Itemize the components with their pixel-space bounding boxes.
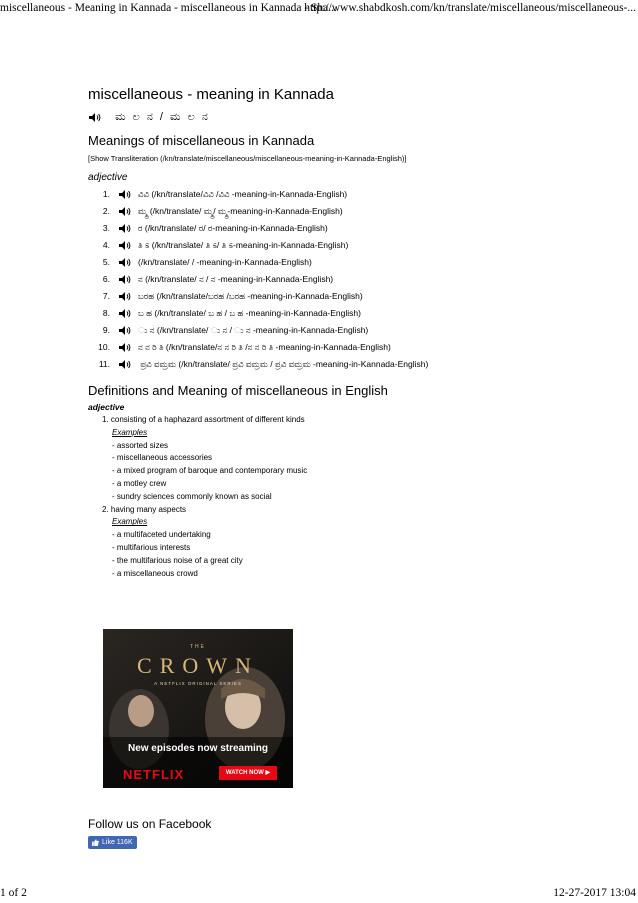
- speaker-icon[interactable]: [118, 325, 132, 336]
- speaker-icon[interactable]: [118, 189, 132, 200]
- example-line: - a multifaceted undertaking: [112, 530, 211, 540]
- meaning-link[interactable]: ನ (/kn/translate/ ನ / ನ -meaning-in-Kannada-English): [138, 274, 334, 284]
- meaning-link[interactable]: ಬ ಹ (/kn/translate/ ಬ ಹ / ಬ ಹ -meaning-in-Kannada-English): [138, 308, 361, 318]
- meaning-link[interactable]: ಮ್ಮ್ರ (/kn/translate/ ಮ್ಮ್ರ/ ಮ್ಮ್ರ-meaning-in-Kannada-English): [138, 206, 343, 216]
- example-line: - a miscellaneous crowd: [112, 568, 198, 578]
- follow-facebook-heading: Follow us on Facebook: [88, 817, 212, 831]
- example-line: - a motley crew: [112, 478, 167, 488]
- pronunciation-row: [88, 109, 548, 125]
- definitions-heading: Definitions and Meaning of miscellaneous in English: [88, 383, 388, 398]
- definition-part-of-speech: adjective: [88, 402, 125, 412]
- list-item: 8. ಬ ಹ (/kn/translate/ ಬ ಹ / ಬ ಹ -meaning-in-Kannada-English): [88, 305, 548, 322]
- definition-item: [88, 504, 548, 581]
- list-item: 5. (/kn/translate/ / -meaning-in-Kannada-English): [88, 254, 548, 271]
- definition-text: 2. having many aspects: [102, 504, 187, 514]
- speaker-icon[interactable]: [88, 112, 102, 123]
- thumbs-up-icon: [92, 839, 99, 846]
- list-item: 3. ರ (/kn/translate/ ರ/ ರ-meaning-in-Kannada-English): [88, 220, 548, 237]
- footer-timestamp: 12-27-2017 13:04: [553, 887, 636, 899]
- meaning-link[interactable]: ತಿ ಽ (/kn/translate/ ತಿ ಽ/ ತಿ ಽ-meaning-in-Kannada-English): [138, 240, 349, 250]
- speaker-icon[interactable]: [118, 359, 132, 370]
- list-item: 4. ತಿ ಽ (/kn/translate/ ತಿ ಽ/ ತಿ ಽ-meaning-in-Kannada-English): [88, 237, 548, 254]
- example-line: - sundry sciences commonly known as social: [112, 491, 272, 501]
- definition-text: 1. consisting of a haphazard assortment of different kinds: [102, 415, 305, 424]
- list-item: 6. ನ (/kn/translate/ ನ / ನ -meaning-in-Kannada-English): [88, 271, 548, 288]
- speaker-icon[interactable]: [118, 240, 132, 251]
- meaning-link[interactable]: ಬರಹ (/kn/translate/ಬರಹ /ಬರಹ -meaning-in-Kannada-English): [138, 291, 363, 301]
- netflix-logo: NETFLIX: [123, 767, 185, 782]
- ad-streaming-text: New episodes now streaming: [127, 743, 269, 754]
- list-item: 9. ು ನ (/kn/translate/ ು ನ / ು ನ -meaning-in-Kannada-English): [88, 322, 548, 339]
- ad-subtitle: A NETFLIX ORIGINAL SERIES: [154, 681, 242, 686]
- print-footer: [0, 887, 638, 903]
- list-item: 7. ಬರಹ (/kn/translate/ಬರಹ /ಬರಹ -meaning-in-Kannada-English): [88, 288, 548, 305]
- part-of-speech: adjective: [88, 172, 128, 183]
- example-line: - multifarious interests: [112, 542, 191, 552]
- examples-label: Examples: [112, 517, 148, 527]
- list-item: 1. ವಿವಿ (/kn/translate/ವಿವಿ /ವಿವಿ -meaning-in-Kannada-English): [88, 186, 548, 203]
- ad-title: CROWN: [137, 653, 259, 678]
- speaker-icon[interactable]: [118, 223, 132, 234]
- list-item: 2. ಮ್ಮ್ರ (/kn/translate/ ಮ್ಮ್ರ/ ಮ್ಮ್ರ-meaning-in-Kannada-English): [88, 203, 548, 220]
- speaker-icon[interactable]: [118, 206, 132, 217]
- meaning-link[interactable]: (/kn/translate/ / -meaning-in-Kannada-English): [138, 257, 312, 267]
- speaker-icon[interactable]: [118, 342, 132, 353]
- header-url: http://www.shabdkosh.com/kn/translate/miscellaneous/miscellaneous-...: [304, 2, 636, 14]
- speaker-icon[interactable]: [118, 257, 132, 268]
- watch-now-button[interactable]: WATCH NOW ▶: [219, 766, 277, 780]
- advertisement-banner[interactable]: [103, 629, 293, 788]
- example-line: - a mixed program of baroque and contemporary music: [112, 466, 308, 476]
- examples-label: Examples: [112, 427, 148, 437]
- ad-the-text: THE: [190, 644, 206, 650]
- page-title: miscellaneous - meaning in Kannada: [88, 86, 334, 103]
- kannada-meanings-list: [88, 186, 548, 373]
- meaning-link[interactable]: ವಿವಿ (/kn/translate/ವಿವಿ /ವಿವಿ -meaning-in-Kannada-English): [138, 189, 348, 199]
- meaning-link[interactable]: ಪ್ರವಿ ವಮ್ರಮ (/kn/translate/ ಪ್ರವಿ ವಮ್ರಮ / ಪ್ರವಿ ವಮ್ರಮ -meaning-in-Kannada-English): [138, 359, 429, 369]
- speaker-icon[interactable]: [118, 308, 132, 319]
- definition-item: [88, 414, 548, 504]
- print-header: [0, 0, 638, 16]
- main-content: [88, 86, 548, 580]
- header-page-title: miscellaneous - Meaning in Kannada - miscellaneous in Kannada - Sha...: [0, 2, 337, 14]
- list-item: 11. ಪ್ರವಿ ವಮ್ರಮ (/kn/translate/ ಪ್ರವಿ ವಮ್ರಮ / ಪ್ರವಿ ವಮ್ರಮ -meaning-in-Kannada-English): [98, 359, 429, 369]
- like-count-label: Like 116K: [102, 839, 133, 846]
- meaning-link[interactable]: ರ (/kn/translate/ ರ/ ರ-meaning-in-Kannada-English): [138, 223, 328, 233]
- list-item: 10. ನ ನ ರಿ ತಿ (/kn/translate/ನ ನ ರಿ ತಿ /ನ ನ ರಿ ತಿ -meaning-in-Kannada-English): [88, 339, 548, 356]
- show-transliteration-link[interactable]: [Show Transliteration (/kn/translate/miscellaneous/miscellaneous-meaning-in-Kannada-English)]: [88, 154, 407, 163]
- speaker-icon[interactable]: [118, 291, 132, 302]
- speaker-icon[interactable]: [118, 274, 132, 285]
- facebook-like-button[interactable]: [88, 836, 137, 849]
- meanings-heading: Meanings of miscellaneous in Kannada: [88, 133, 315, 148]
- kannada-pronunciation: ಮ ಲ ನ / ಮ ಲ ನ: [115, 111, 210, 123]
- meaning-link[interactable]: ು ನ (/kn/translate/ ು ನ / ು ನ -meaning-in-Kannada-English): [138, 325, 369, 335]
- example-line: - assorted sizes: [112, 440, 169, 450]
- definitions-list: [88, 414, 548, 580]
- footer-page-number: 1 of 2: [0, 887, 27, 899]
- example-line: - the multifarious noise of a great city: [112, 555, 243, 565]
- example-line: - miscellaneous accessories: [112, 453, 213, 463]
- meaning-link[interactable]: ನ ನ ರಿ ತಿ (/kn/translate/ನ ನ ರಿ ತಿ /ನ ನ ರಿ ತಿ -meaning-in-Kannada-English): [138, 342, 391, 352]
